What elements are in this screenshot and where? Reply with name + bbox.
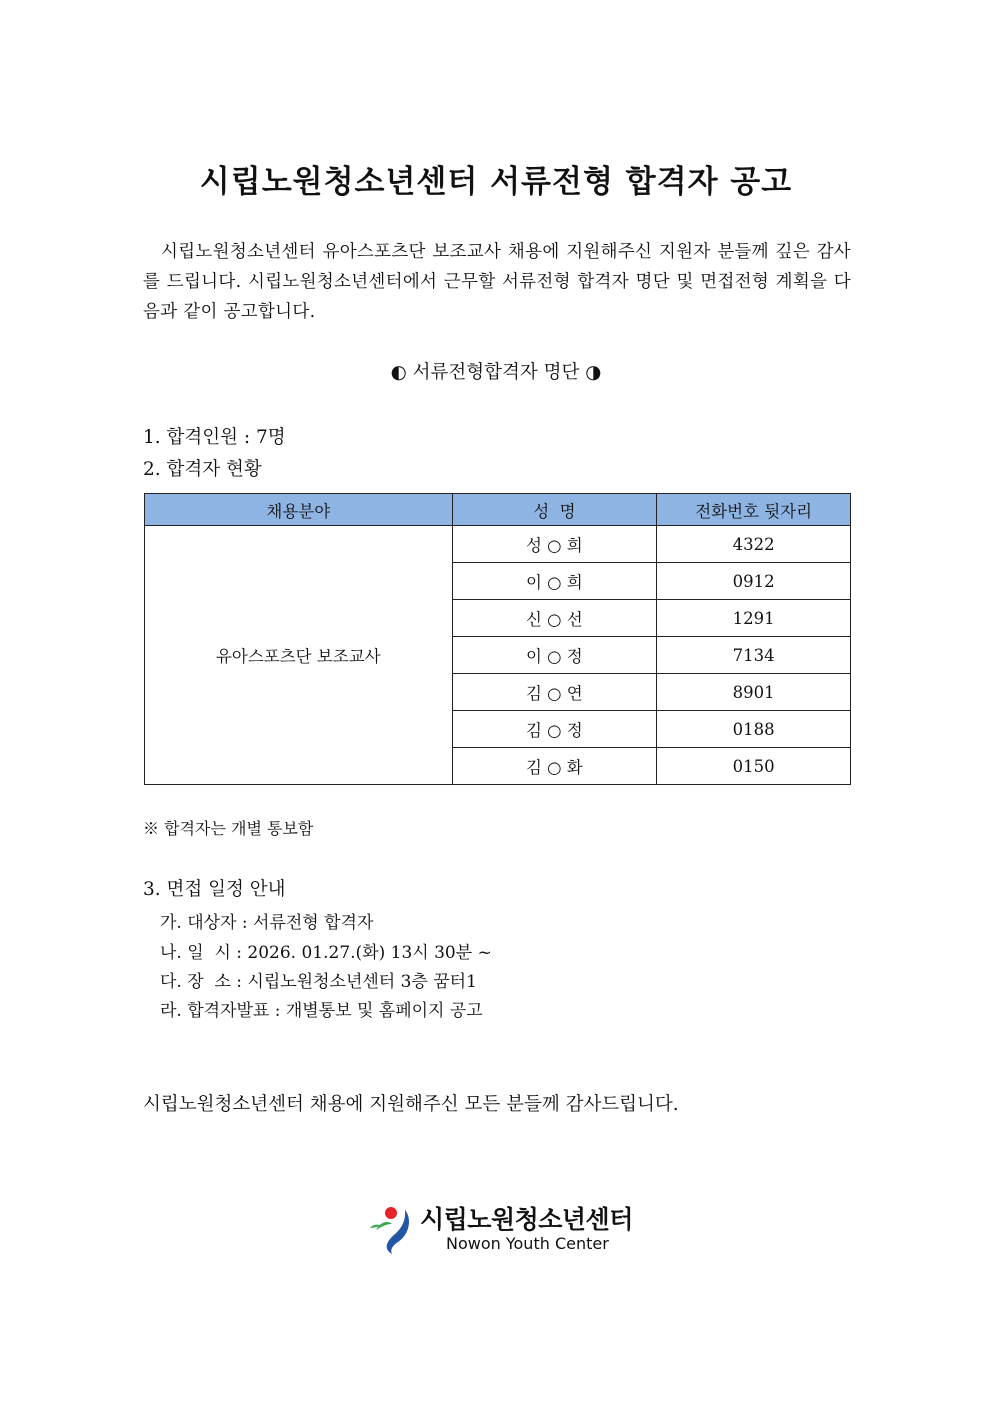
name-cell: 김 ○ 연 xyxy=(452,674,657,711)
name-cell: 김 ○ 정 xyxy=(452,711,657,748)
logo-name-ko: 시립노원청소년센터 xyxy=(420,1205,633,1234)
header-phone: 전화번호 뒷자리 xyxy=(657,494,851,526)
intro-paragraph: 시립노원청소년센터 유아스포츠단 보조교사 채용에 지원해주신 지원자 분들께 깊은 감사를 드립니다. 시립노원청소년센터에서 근무할 서류전형 합격자 명단 및 면접전형 계획을 다음과 같이 공고합니다. xyxy=(143,242,851,322)
phone-cell: 0188 xyxy=(657,711,851,748)
phone-cell: 4322 xyxy=(657,526,851,563)
name-cell: 이 ○ 정 xyxy=(452,637,657,674)
schedule-location: 다. 장 소 : 시립노원청소년센터 3층 꿈터1 xyxy=(160,972,477,992)
item-interview-schedule: 3. 면접 일정 안내 xyxy=(143,879,286,900)
closing-message: 시립노원청소년센터 채용에 지원해주신 모든 분들께 감사드립니다. xyxy=(143,1094,679,1115)
notice-note: ※ 합격자는 개별 통보함 xyxy=(143,819,314,838)
schedule-datetime: 나. 일 시 : 2026. 01.27.(화) 13시 30분 ~ xyxy=(160,943,492,963)
name-cell: 신 ○ 선 xyxy=(452,600,657,637)
schedule-announcement: 라. 합격자발표 : 개별통보 및 홈페이지 공고 xyxy=(160,1001,483,1021)
logo-name-en: Nowon Youth Center xyxy=(446,1234,609,1253)
phone-cell: 1291 xyxy=(657,600,851,637)
schedule-target: 가. 대상자 : 서류전형 합격자 xyxy=(160,913,374,933)
phone-cell: 8901 xyxy=(657,674,851,711)
table-row xyxy=(145,526,851,563)
name-cell: 김 ○ 화 xyxy=(452,748,657,785)
section-title: ◐ 서류전형합격자 명단 ◑ xyxy=(390,362,602,383)
item-pass-status: 2. 합격자 현황 xyxy=(143,459,262,480)
header-name: 성 명 xyxy=(452,494,657,526)
phone-cell: 0150 xyxy=(657,748,851,785)
field-cell: 유아스포츠단 보조교사 xyxy=(145,526,453,785)
name-cell: 이 ○ 희 xyxy=(452,563,657,600)
header-field: 채용분야 xyxy=(145,494,453,526)
phone-cell: 0912 xyxy=(657,563,851,600)
table-header-row xyxy=(145,494,851,526)
page-title: 시립노원청소년센터 서류전형 합격자 공고 xyxy=(199,164,793,200)
item-pass-count: 1. 합격인원 : 7명 xyxy=(143,427,286,448)
center-logo-icon xyxy=(368,1204,414,1254)
roster-table xyxy=(144,493,851,785)
phone-cell: 7134 xyxy=(657,637,851,674)
name-cell: 성 ○ 희 xyxy=(452,526,657,563)
